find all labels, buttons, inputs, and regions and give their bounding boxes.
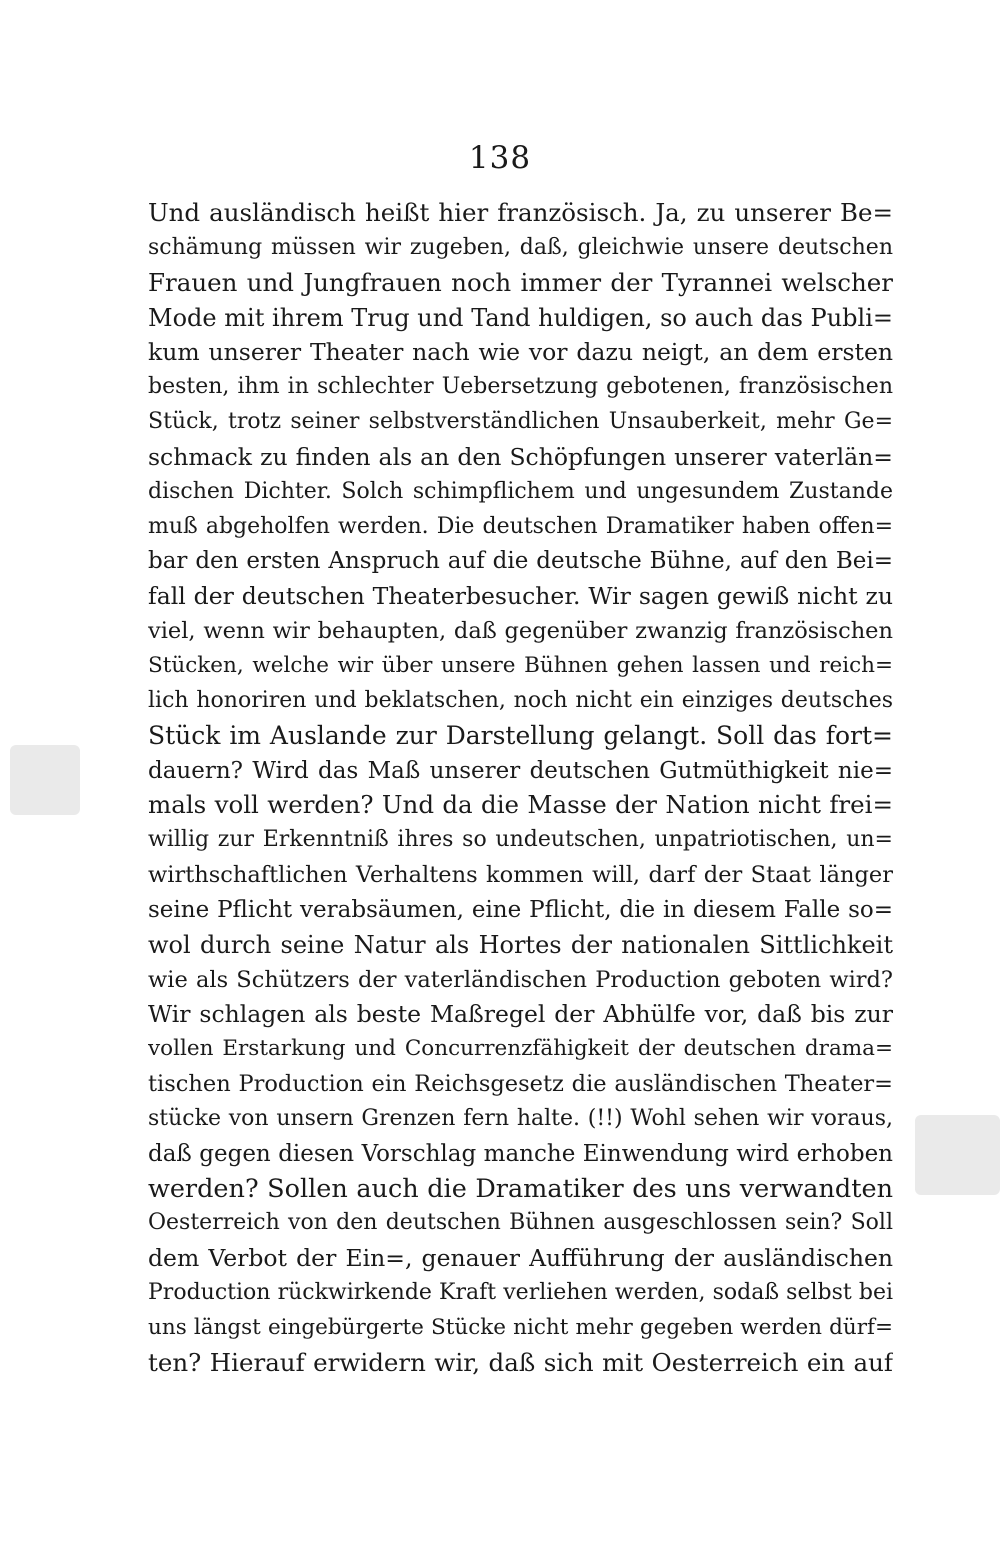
text-line: Mode mit ihrem Trug und Tand huldigen, so auch das Publi= [148, 303, 893, 332]
text-line: werden? Sollen auch die Dramatiker des uns verwandten [148, 1173, 893, 1204]
body-text [148, 196, 893, 1381]
text-line: uns längst eingebürgerte Stücke nicht mehr gegeben werden dürf= [148, 1315, 893, 1340]
text-line: dischen Dichter. Solch schimpflichem und ungesundem Zustande [148, 478, 893, 504]
text-line: ten? Hierauf erwidern wir, daß sich mit Oesterreich ein auf [148, 1347, 893, 1377]
text-line: bar den ersten Anspruch auf die deutsche Bühne, auf den Bei= [148, 548, 893, 575]
text-line: vollen Erstarkung und Concurrenzfähigkeit der deutschen drama= [148, 1036, 893, 1062]
text-line: Und ausländisch heißt hier französisch. Ja, zu unserer Be= [148, 198, 893, 227]
text-line: schmack zu finden als an den Schöpfungen unserer vaterlän= [148, 442, 893, 471]
text-line: besten, ihm in schlechter Uebersetzung gebotenen, französischen [148, 374, 893, 400]
scan-smudge-right [915, 1115, 1000, 1195]
text-line: wirthschaftlichen Verhaltens kommen will, darf der Staat länger [148, 862, 893, 889]
text-line: mals voll werden? Und da die Masse der Nation nicht frei= [148, 790, 893, 820]
text-line: wol durch seine Natur als Hortes der nationalen Sittlichkeit [148, 930, 893, 959]
text-line: muß abgeholfen werden. Die deutschen Dramatiker haben offen= [148, 513, 893, 539]
text-line: fall der deutschen Theaterbesucher. Wir sagen gewiß nicht zu [148, 582, 893, 611]
text-line: Oesterreich von den deutschen Bühnen ausgeschlossen sein? Soll [148, 1210, 893, 1236]
text-line: viel, wenn wir behaupten, daß gegenüber zwanzig französischen [148, 618, 893, 645]
scan-smudge-left [10, 745, 80, 815]
text-line: wie als Schützers der vaterländischen Production geboten wird? [148, 966, 893, 993]
text-line: Stück, trotz seiner selbstverständlichen Unsauberkeit, mehr Ge= [148, 409, 893, 435]
text-line: daß gegen diesen Vorschlag manche Einwendung wird erhoben [148, 1140, 893, 1167]
text-line: dauern? Wird das Maß unserer deutschen Gutmüthigkeit nie= [148, 757, 893, 784]
text-line: schämung müssen wir zugeben, daß, gleichwie unsere deutschen [148, 234, 893, 260]
text-line: stücke von unsern Grenzen fern halte. (!!) Wohl sehen wir voraus, [148, 1105, 893, 1131]
text-line: Production rückwirkende Kraft verliehen werden, sodaß selbst bei [148, 1280, 893, 1306]
text-line: lich honoriren und beklatschen, noch nicht ein einziges deutsches [148, 687, 893, 713]
text-line: Stücken, welche wir über unsere Bühnen gehen lassen und reich= [148, 652, 893, 678]
text-line: Wir schlagen als beste Maßregel der Abhülfe vor, daß bis zur [148, 1000, 893, 1029]
text-line: kum unserer Theater nach wie vor dazu neigt, an dem ersten [148, 338, 893, 367]
text-line: Stück im Auslande zur Darstellung gelangt. Soll das fort= [148, 720, 893, 750]
text-line: dem Verbot der Ein=, genauer Aufführung der ausländischen [148, 1244, 893, 1273]
text-line: willig zur Erkenntniß ihres so undeutschen, unpatriotischen, un= [148, 827, 893, 853]
text-line: Frauen und Jungfrauen noch immer der Tyrannei welscher [148, 267, 893, 297]
page-number: 138 [468, 140, 532, 176]
text-line: tischen Production ein Reichsgesetz die ausländischen Theater= [148, 1071, 893, 1098]
text-line: seine Pflicht verabsäumen, eine Pflicht, die in diesem Falle so= [148, 896, 893, 923]
